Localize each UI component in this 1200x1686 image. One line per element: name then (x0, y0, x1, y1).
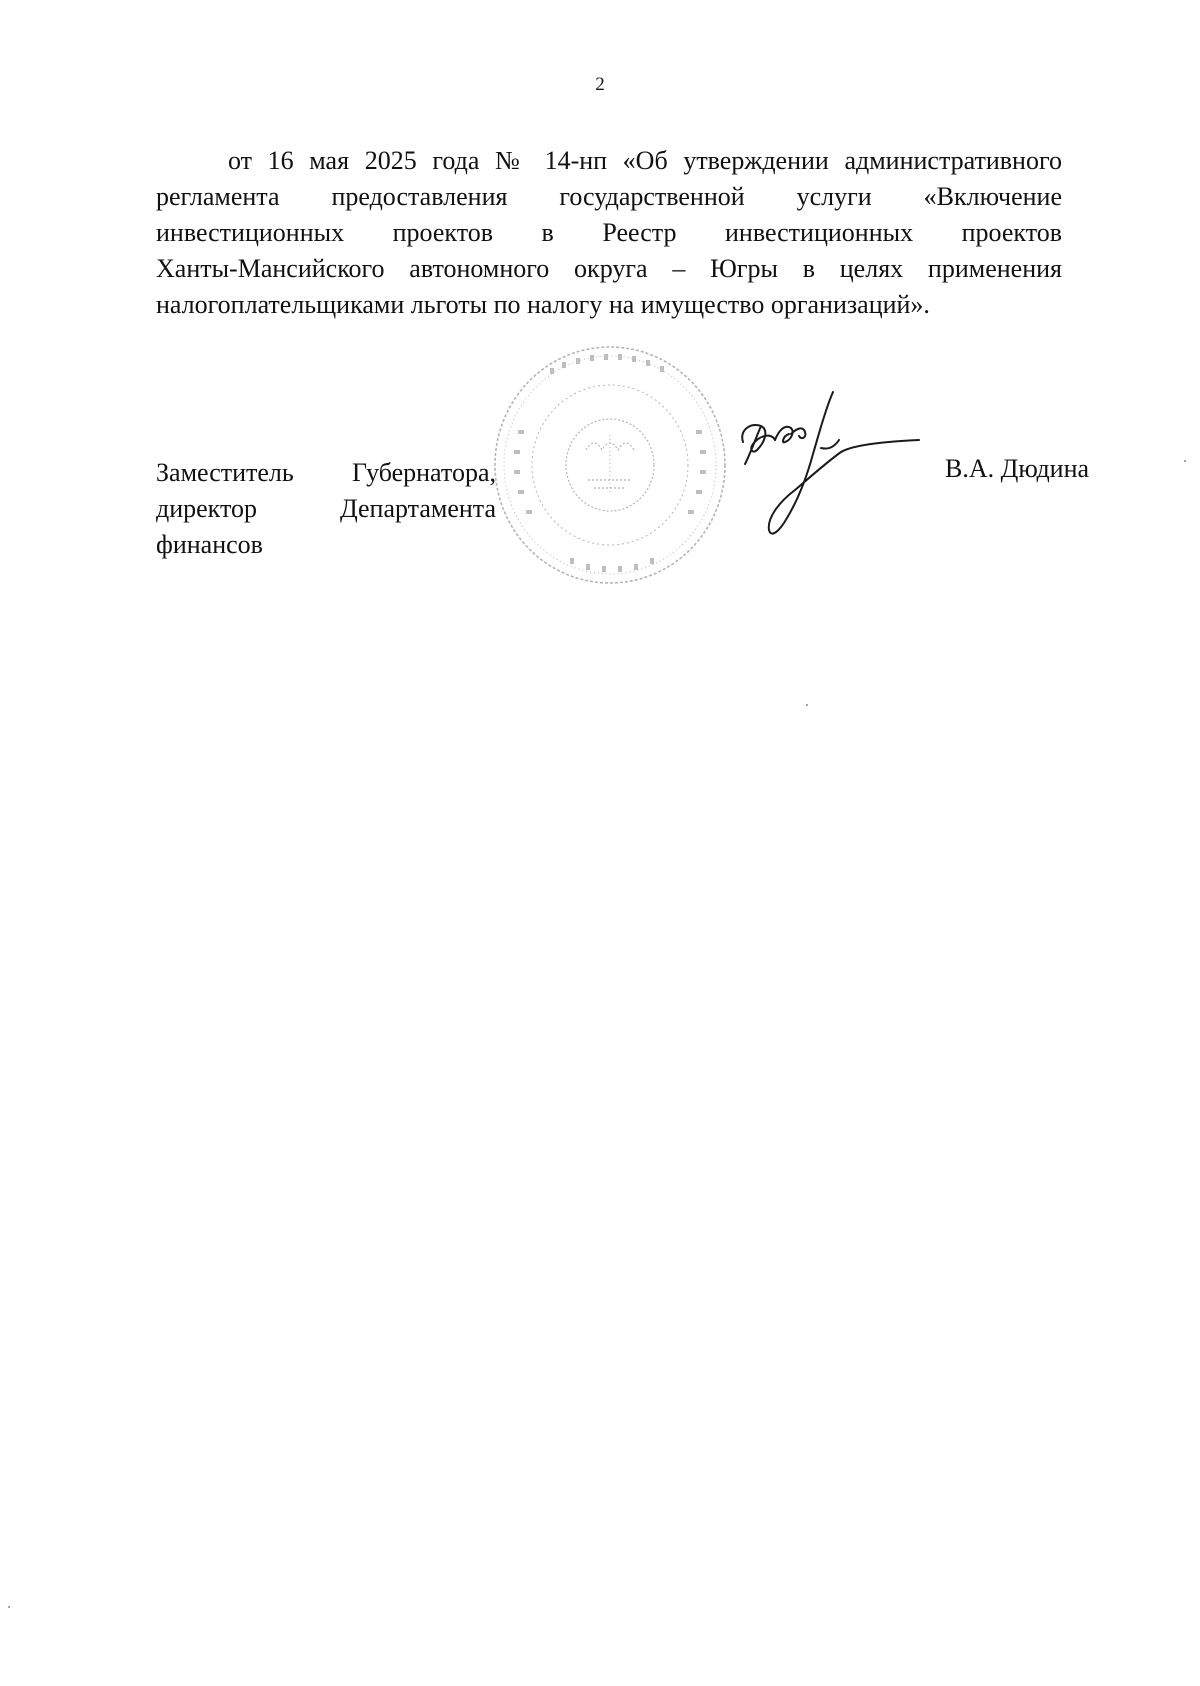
handwritten-signature-icon (735, 390, 925, 570)
scan-artifact (8, 1606, 10, 1608)
position-line-3: финансов (156, 530, 263, 559)
body-line-5: налогоплательщиками льготы по налогу на имущество организаций». (156, 290, 930, 319)
body-paragraph (156, 143, 1062, 323)
page-number: 2 (595, 74, 605, 95)
position-line-2: директор Департамента (156, 494, 496, 523)
scan-artifact (806, 704, 808, 706)
body-line-2: регламента предоставления государственной услуги «Включение (156, 182, 1062, 211)
signer-name: В.А. Дюдина (945, 454, 1090, 483)
signatory-position (156, 455, 496, 563)
body-line-3: инвестиционных проектов в Реестр инвестиционных проектов (156, 218, 1062, 247)
official-seal-icon (490, 340, 730, 590)
position-line-1: Заместитель Губернатора, (156, 458, 496, 487)
body-line-1: от 16 мая 2025 года № 14-нп «Об утверждении административного (228, 146, 1062, 175)
body-line-4: Ханты-Мансийского автономного округа – Югры в целях применения (156, 254, 1062, 283)
scan-artifact (1184, 460, 1186, 462)
